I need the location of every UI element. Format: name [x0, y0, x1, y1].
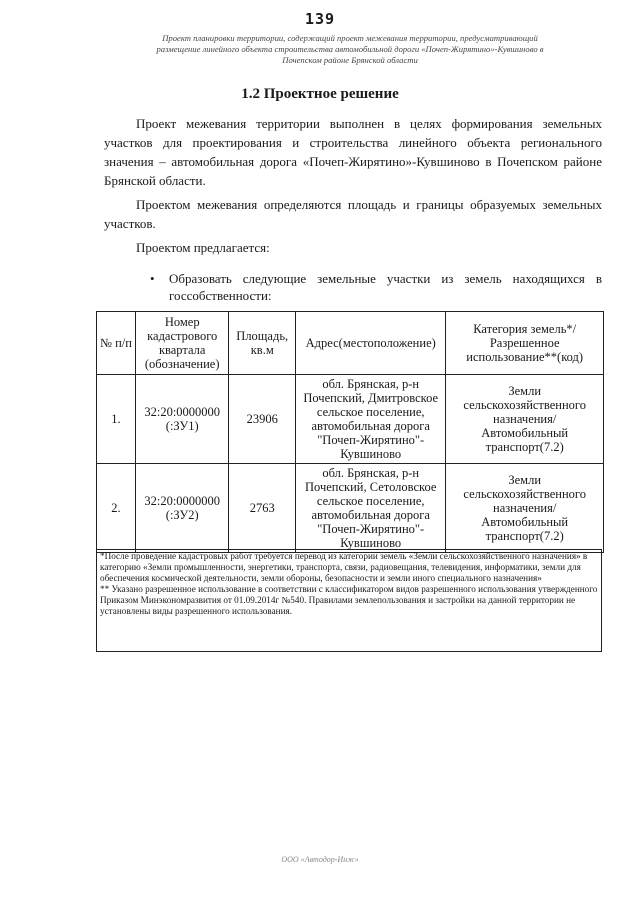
footnote-usage: ** Указано разрешенное использование в соответствии с классификатором видов разрешенного использования утвержденного Приказом Минэкономразвития от 01.09.2014г №540. Правилами землепользования и застройки на данной территории не установлены виды разрешенного использования.	[100, 583, 598, 616]
cell-area: 23906	[229, 375, 296, 464]
paragraph-proposal: Проектом предлагается:	[136, 240, 270, 255]
cell-cadastral: 32:20:0000000 (:ЗУ1)	[135, 375, 228, 464]
header-line: Проект планировки территории, содержащий проект межевания территории, предусматривающий	[162, 33, 538, 43]
cell-cadastral: 32:20:0000000 (:ЗУ2)	[135, 464, 228, 553]
cell-address: обл. Брянская, р-н Почепский, Сетоловское сельское поселение, автомобильная дорога "Почеп-Жирятино"-Кувшиново	[296, 464, 446, 553]
table-header-row	[97, 312, 604, 375]
bullet-text: Образовать следующие земельные участки из земель находящихся в госсобственности:	[169, 271, 602, 303]
bullet-symbol: •	[150, 271, 155, 286]
header-cadastral: Номер кадастрового квартала (обозначение)	[135, 312, 228, 375]
header-category: Категория земель*/ Разрешенное использование**(код)	[446, 312, 604, 375]
section-title: 1.2 Проектное решение	[241, 86, 399, 102]
cell-address: обл. Брянская, р-н Почепский, Дмитровское сельское поселение, автомобильная дорога "Почеп-Жирятино"-Кувшиново	[296, 375, 446, 464]
header-number: № п/п	[97, 312, 136, 375]
header-line: размещение линейного объекта строительства автомобильной дороги «Почеп-Жирятино»-Кувшиново в	[156, 44, 544, 54]
cell-category: Земли сельскохозяйственного назначения/ Автомобильный транспорт(7.2)	[446, 464, 604, 553]
footnote-category: *После проведение кадастровых работ требуется перевод из категории земель «Земли сельскохозяйственного назначения» в категорию «Земли промышленности, энергетики, транспорта, связи, радиовещания, телевидения, информатики, земли для обеспечения космической деятельности, земли обороны, безопасности и земли иного специального назначения»	[100, 551, 588, 583]
cell-area: 2763	[229, 464, 296, 553]
land-plots-table	[96, 311, 604, 553]
running-header	[100, 33, 600, 66]
cell-number: 2.	[97, 464, 136, 553]
table-row	[97, 464, 604, 553]
page-number: 139	[304, 10, 336, 28]
cell-category: Земли сельскохозяйственного назначения/ Автомобильный транспорт(7.2)	[446, 375, 604, 464]
header-address: Адрес(местоположение)	[296, 312, 446, 375]
page-footer: ООО «Автодор-Инж»	[281, 855, 359, 864]
header-area: Площадь, кв.м	[229, 312, 296, 375]
footnotes-box	[96, 549, 602, 652]
paragraph-scope: Проектом межевания определяются площадь и границы образуемых земельных участков.	[104, 197, 602, 231]
header-line: Почепском районе Брянской области	[282, 55, 418, 65]
paragraph-purpose: Проект межевания территории выполнен в целях формирования земельных участков для проектирования и строительства линейного объекта регионального значения – автомобильная дорога «Почеп-Жирятино»-Кувшиново в Почепском районе Брянской области.	[104, 116, 602, 188]
cell-number: 1.	[97, 375, 136, 464]
table-row	[97, 375, 604, 464]
